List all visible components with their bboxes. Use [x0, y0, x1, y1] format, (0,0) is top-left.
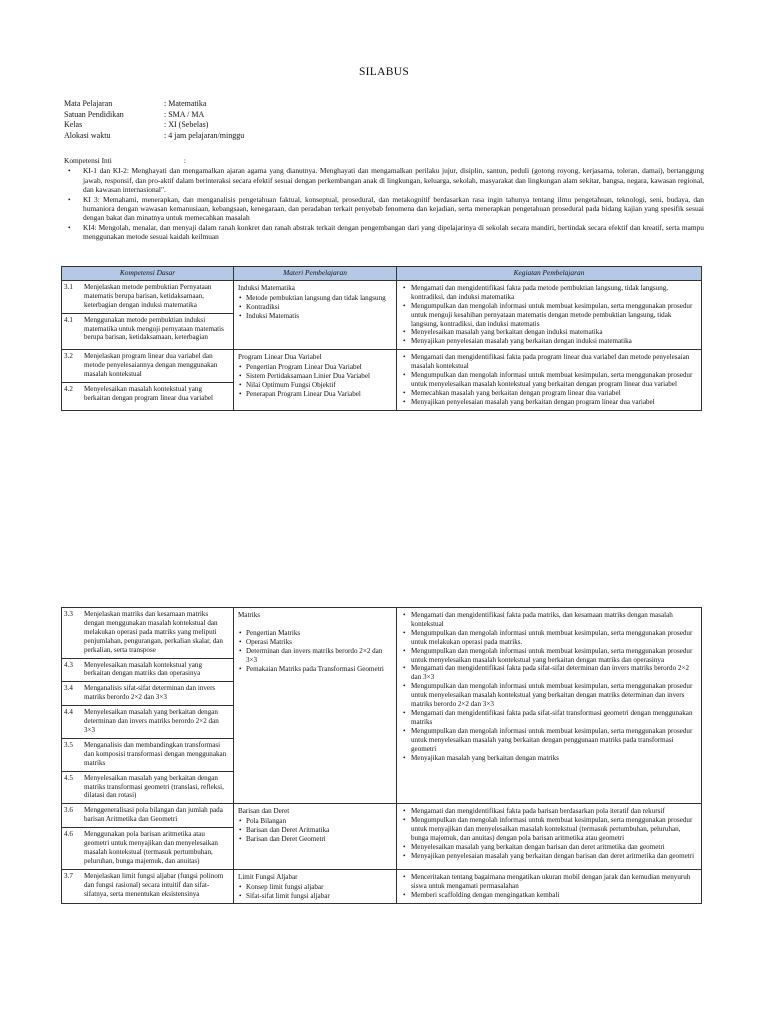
kd-text: Menyelesaikan masalah kontekstual yang berkaitan dengan program linear dua variabel — [84, 384, 214, 402]
meta-value: : SMA / MA — [164, 109, 205, 119]
kegiatan-cell — [397, 280, 702, 349]
kd-number: 3.5 — [64, 740, 73, 749]
kd-text: Menjelaskan limit fungsi aljabar (fungsi polinom dan fungsi rasional) secara intuitif dan sifat-sifatnya, serta menentukan eksistensinya — [84, 871, 224, 898]
materi-item: • Operasi Matriks — [238, 638, 392, 647]
materi-cell — [234, 608, 397, 804]
kegiatan-cell — [397, 804, 702, 869]
meta-row — [64, 110, 244, 121]
kd-number: 3.7 — [64, 871, 73, 880]
materi-item: • Pengertian Matriks — [238, 629, 392, 638]
materi-list — [238, 363, 392, 399]
kegiatan-cell — [397, 350, 702, 410]
materi-cell — [234, 350, 397, 410]
materi-item: • Kontradiksi — [238, 303, 392, 312]
materi-item: • Barisan dan Deret Geometri — [238, 835, 392, 844]
table-row — [62, 869, 702, 904]
materi-list — [238, 817, 392, 844]
kd-number: 4.1 — [64, 315, 73, 324]
materi-item: • Penerapan Program Linear Dua Variabel — [238, 390, 392, 399]
kegiatan-item: • Mengumpulkan dan mengolah informasi untuk membuat kesimpulan, serta menggunakan prosedur untuk menguji kesahihan pernyataan matematis dengan metode pembuktian langsung, tidak langsung, kontradiksi, dan induksi matematis — [401, 302, 697, 329]
meta-row — [64, 99, 244, 110]
kegiatan-list — [401, 611, 697, 762]
materi-heading: Limit Fungsi Aljabar — [238, 872, 298, 881]
kegiatan-list — [401, 873, 697, 900]
kd-cell — [62, 804, 234, 869]
meta-label: Kelas — [64, 120, 83, 129]
kegiatan-item: • Menyajikan masalah yang berkaitan dengan matriks — [401, 754, 697, 763]
kd-text: Menyelesaikan masalah yang berkaitan dengan determinan dan invers matriks berordo 2×2 dan 3×3 — [84, 708, 219, 734]
table-row — [62, 608, 702, 804]
kegiatan-item: • Mengamati dan mengidentifikasi fakta pada metode pembuktian langsung, tidak langsung, kontradiksi, dan induksi matematika — [401, 284, 697, 302]
kegiatan-item: • Memecahkan masalah yang berkaitan dengan program linear dua variabel — [401, 389, 697, 398]
kegiatan-item: • Memberi scaffolding dengan mengingatkan kembali — [401, 891, 697, 900]
kd-item — [62, 314, 233, 346]
kegiatan-list — [401, 284, 697, 346]
materi-heading: Barisan dan Deret — [238, 807, 290, 816]
ki-heading: Kompetensi Inti : — [64, 156, 186, 165]
kegiatan-item: • Mengamati dan mengidentifikasi fakta pada matriks, dan kesamaan matriks dengan masalah kontekstual — [401, 611, 697, 629]
kd-text: Menganalisis sifat-sifat determinan dan invers matriks berordo 2×2 dan 3×3 — [84, 684, 216, 702]
meta-row — [64, 131, 244, 142]
meta-row — [64, 120, 244, 131]
meta-label: Alokasi waktu — [64, 130, 111, 140]
kd-number: 3.6 — [64, 806, 73, 815]
kd-number: 3.4 — [64, 684, 73, 693]
materi-cell — [234, 280, 397, 349]
kegiatan-item: • Mengumpulkan dan mengolah informasi untuk membuat kesimpulan, serta menggunakan prosedur untuk menyelesaikan masalah kontekstual yang berkaitan dengan matriks determinan dan invers matriks berordo 2×2 dan 3×3 — [401, 682, 697, 709]
kd-item — [62, 608, 233, 659]
meta-label: Satuan Pendidikan — [64, 109, 124, 119]
meta-value: : Matematika — [164, 99, 207, 108]
kegiatan-item: • Menyelesaikan masalah yang berkaitan dengan induksi matematika — [401, 328, 697, 337]
core-competencies — [64, 156, 704, 242]
materi-item: • Induksi Matematis — [238, 312, 392, 321]
kd-item — [62, 281, 233, 314]
kd-text: Menganalisis dan membandingkan transformasi dan komposisi transformasi dengan menggunakan matriks — [84, 740, 227, 767]
meta-value: : 4 jam pelajaran/minggu — [164, 130, 245, 140]
kegiatan-list — [401, 807, 697, 860]
header-materi: Materi Pembelajaran — [234, 267, 397, 281]
meta-label: Mata Pelajaran — [64, 99, 113, 108]
ki-item: • KI-1 dan KI-2: Menghayati dan mengamalkan ajaran agama yang dianutnya. Menghayati dan mengamalkan perilaku jujur, disiplin, santun, peduli (gotong royong, kerjasama, toleran, damai), bertanggung jawab, responsif, dan pro-aktif dalam berinteraksi secara efektif sesuai dengan perkembangan anak di lingkungan, keluarga, sekolah, masyarakat dan lingkungan alam sekitar, bangsa, negara, kawasan regional, dan kawasan internasional". — [64, 166, 704, 194]
kegiatan-item: • Mengumpulkan dan mengolah informasi untuk membuat kesimpulan, serta menggunakan prosedur untuk menyelesaikan masalah kontekstual yang berkaitan dengan matriks dan operasinya — [401, 647, 697, 665]
materi-item: • Pola Bilangan — [238, 817, 392, 826]
materi-heading: Matriks — [238, 611, 261, 619]
kd-number: 4.6 — [64, 830, 73, 839]
ki-list — [64, 166, 704, 241]
header-kompetensi-dasar: Kompetensi Dasar — [62, 267, 234, 281]
kd-item — [62, 828, 233, 869]
kegiatan-cell — [397, 869, 702, 904]
syllabus-table-1 — [61, 266, 702, 411]
kd-item — [62, 772, 233, 804]
kegiatan-item: • Mengumpulkan dan mengolah informasi untuk membuat kesimpulan, serta menggunakan prosedur untuk menyajikan dan menyelesaikan masalah kontekstual (termasuk pertumbuhan, peluruhan, bunga majemuk, dan anuitas) dengan pola barisan aritmetika atau geometri — [401, 816, 697, 843]
kd-cell — [62, 280, 234, 349]
kd-text: Menggunakan pola barisan aritmetika atau geometri untuk menyajikan dan menyelesaikan masalah kontekstual (termasuk pertumbuhan, peluruhan, bunga majemuk, dan anuitas) — [84, 830, 218, 865]
table-row — [62, 804, 702, 869]
kd-number: 4.2 — [64, 384, 73, 393]
materi-list — [238, 629, 392, 674]
kegiatan-item: • Mengamati dan mengidentifikasi fakta pada sifat-sifat determinan dan invers matriks berordo 2×2 dan 3×3 — [401, 664, 697, 682]
kegiatan-item: • Mengumpulkan dan mengolah informasi untuk membuat kesimpulan, serta menggunakan prosedur untuk menyelesaikan masalah yang berkaitan dengan penggunaan matriks pada transformasi geometri — [401, 727, 697, 754]
materi-item: • Sistem Pertidaksamaan Linier Dua Variabel — [238, 372, 392, 381]
kegiatan-item: • Menyajikan penyelesaian masalah yang berkaitan dengan barisan dan deret aritmetika dan geometri — [401, 852, 697, 861]
kd-text: Menjelaskan metode pembuktian Pernyataan matematis berupa barisan, ketidaksamaan, keterbagian dengan induksi matematika — [84, 282, 212, 309]
materi-heading: Program Linear Dua Variabel — [238, 353, 322, 362]
materi-item: • Determinan dan invers matriks berordo 2×2 dan 3×3 — [238, 647, 392, 665]
kegiatan-item: • Mengamati dan mengidentifikasi fakta pada program linear dua variabel dan metode penyelesaian masalah kontekstual — [401, 353, 697, 371]
kd-text: Menjelaskan program linear dua variabel dan metode penyelesaiannya dengan menggunakan masalah kontekstual — [84, 352, 218, 379]
kd-text: Menggunakan metode pembuktian induksi matematika untuk menguji pernyataan matematis berupa barisan, ketidaksamaan, keterbagian — [84, 315, 224, 342]
kegiatan-item: • Mengumpulkan dan mengolah informasi untuk membuat kesimpulan, serta menggunakan prosedur untuk menyelesaikan masalah kontekstual yang berkaitan dengan program linear dua variabel — [401, 371, 697, 389]
materi-cell — [234, 804, 397, 869]
kd-text: Menyelesaikan masalah kontekstual yang berkaitan dengan matriks dan operasinya — [84, 660, 202, 678]
kegiatan-item: • Mengumpulkan dan mengolah informasi untuk membuat kesimpulan, serta menggunakan prosedur untuk melakukan operasi pada matriks. — [401, 629, 697, 647]
kegiatan-item: • Menceritakan tentang bagaimana mengatikan ukuran mobil dengan jarak dan kemudian menyuruh siswa untuk mengamati permasalahan — [401, 873, 697, 891]
table-row — [62, 280, 702, 349]
materi-cell — [234, 869, 397, 904]
kd-item — [62, 350, 233, 383]
syllabus-table-2 — [61, 607, 702, 904]
kd-item — [62, 870, 233, 902]
kd-cell — [62, 350, 234, 410]
materi-item: • Sifat-sifat limit fungsi aljabar — [238, 892, 392, 901]
materi-list — [238, 883, 392, 901]
ki-item: • KI 3: Memahami, menerapkan, dan menganalisis pengetahuan faktual, konseptual, prosedural, dan metakognitif berdasarkan rasa ingin tahunya tentang ilmu pengetahuan, teknologi, seni, budaya, dan humaniora dengan wawasan kemanusiaan, kebangsaan, kenegaraan, dan peradaban terkait penyebab fenomena dan kejadian, serta menerapkan pengetahuan prosedural pada bidang kajian yang spesifik sesuai dengan bakat dan minatnya untuk memecahkan masalah — [64, 195, 704, 223]
kegiatan-cell — [397, 608, 702, 804]
kd-item — [62, 804, 233, 828]
kd-cell — [62, 608, 234, 804]
kegiatan-item: • Menyelesaikan masalah yang berkaitan dengan barisan dan deret aritmetika dan geometri — [401, 843, 697, 852]
materi-item: • Pengertian Program Linear Dua Variabel — [238, 363, 392, 372]
kegiatan-item: • Mengamati dan mengidentifikasi fakta pada barisan berdasarkan pola iteratif dan rekursif — [401, 807, 697, 816]
kd-item — [62, 659, 233, 683]
kd-number: 4.4 — [64, 708, 73, 717]
kd-text: Menggeneralisasi pola bilangan dan jumlah pada barisan Aritmetika dan Geometri — [84, 806, 223, 824]
materi-item: • Metode pembuktian langsung dan tidak langsung — [238, 294, 392, 303]
kd-number: 4.3 — [64, 660, 73, 669]
meta-value: : XI (Sebelas) — [164, 120, 209, 129]
kegiatan-item: • Menyajikan penyelesaian masalah yang berkaitan dengan induksi matematika — [401, 337, 697, 346]
kd-text: Menjelaskan matriks dan kesamaan matriks dengan menggunakan masalah kontekstual dan melakukan operasi pada matriks yang meliputi penjumlahan, pengurangan, perkalian skalar, dan perkalian, serta transpose — [84, 610, 223, 654]
kegiatan-item: • Mengamati dan mengidentifikasi fakta pada sifat-sifat transformasi geometri dengan menggunakan matriks — [401, 709, 697, 727]
kegiatan-item: • Menyajikan penyelesaian masalah yang berkaitan dengan program linear dua variabel — [401, 398, 697, 407]
materi-list — [238, 294, 392, 321]
kd-item — [62, 383, 233, 406]
ki-item: • KI4: Mengolah, menalar, dan menyaji dalam ranah konkret dan ranah abstrak terkait dengan pengembangan dari yang dipelajarinya di sekolah secara mandiri, bertindak secara efektif dan kreatif, serta mampu menggunakan metode sesuai kaidah keilmuan — [64, 223, 704, 242]
kd-item — [62, 739, 233, 772]
kd-number: 3.1 — [64, 282, 73, 291]
subject-info — [64, 99, 244, 141]
materi-item: • Pemakaian Matriks pada Transformasi Geometri — [238, 665, 392, 674]
materi-item: • Barisan dan Deret Aritmatika — [238, 826, 392, 835]
kd-item — [62, 706, 233, 739]
materi-item: • Nilai Optimum Fungsi Objektif — [238, 381, 392, 390]
table-row — [62, 350, 702, 410]
kd-number: 4.5 — [64, 773, 73, 782]
kd-text: Menyelesaikan masalah yang berkaitan dengan matriks transformasi geometri (translasi, refleksi, dilatasi dan rotasi) — [84, 773, 224, 800]
header-kegiatan: Kegiatan Pembelajaran — [397, 267, 702, 281]
kd-item — [62, 682, 233, 706]
kd-number: 3.3 — [64, 610, 73, 618]
document-title: SILABUS — [358, 66, 410, 78]
materi-item: • Konsep limit fungsi aljabar — [238, 883, 392, 892]
materi-heading: Induksi Matematika — [238, 283, 295, 292]
kegiatan-list — [401, 353, 697, 406]
kd-number: 3.2 — [64, 352, 73, 361]
kd-cell — [62, 869, 234, 904]
